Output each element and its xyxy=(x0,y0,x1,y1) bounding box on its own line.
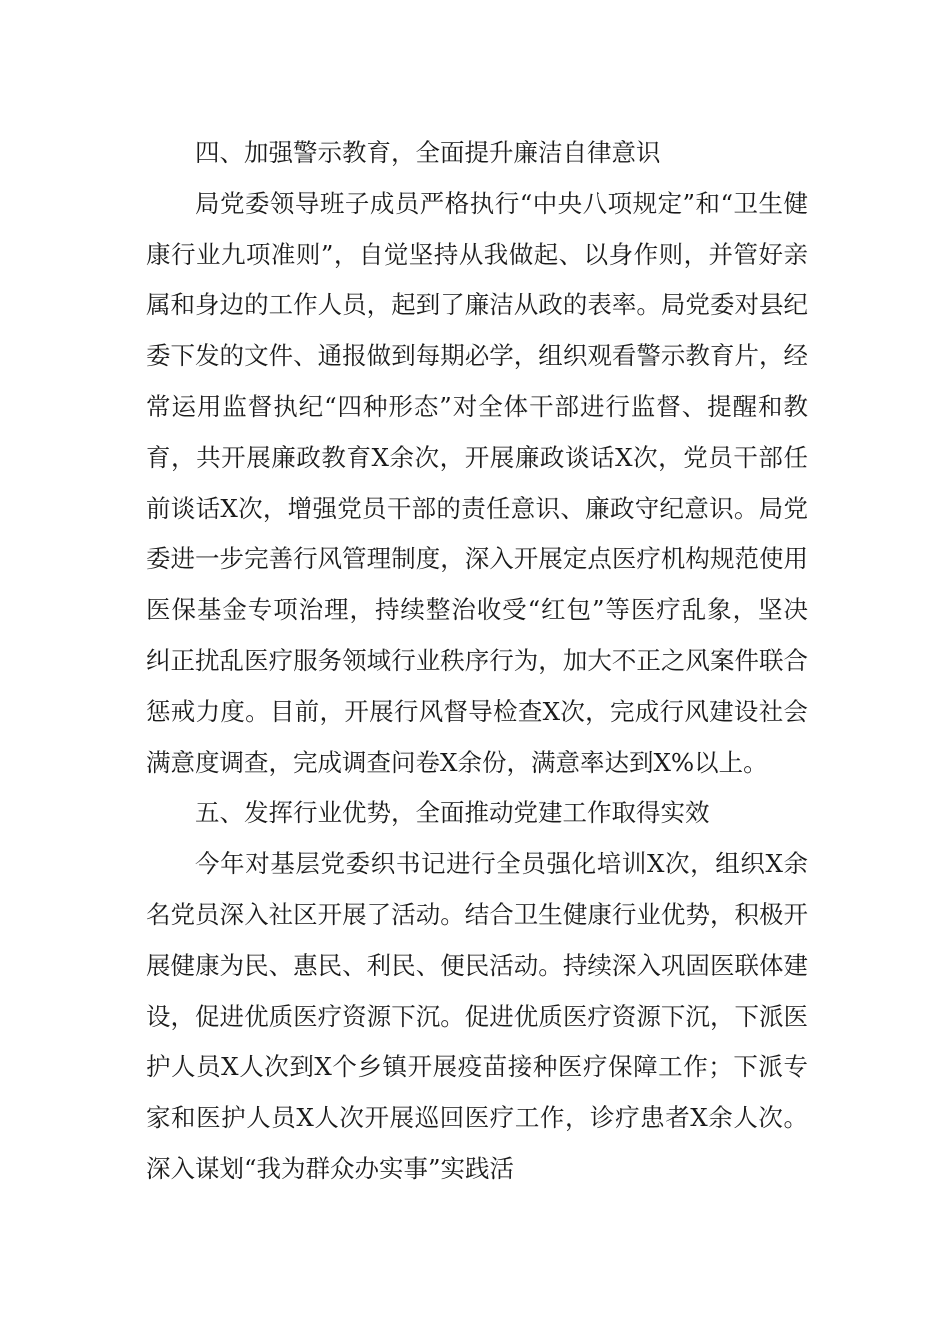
body-paragraph: 局党委领导班子成员严格执行“中央八项规定”和“卫生健康行业九项准则”，自觉坚持从我做起、以身作则，并管好亲属和身边的工作人员，起到了廉洁从政的表率。局党委对县纪委下发的文件、通报做到每期必学，组织观看警示教育片，经常运用监督执纪“四种形态”对全体干部进行监督、提醒和教育，共开展廉政教育X余次，开展廉政谈话X次，党员干部任前谈话X次，增强党员干部的责任意识、廉政守纪意识。局党委进一步完善行风管理制度，深入开展定点医疗机构规范使用医保基金专项治理，持续整治收受“红包”等医疗乱象，坚决纠正扰乱医疗服务领域行业秩序行为，加大不正之风案件联合惩戒力度。目前，开展行风督导检查X次，完成行风建设社会满意度调查，完成调查问卷X余份，满意率达到X%以上。 xyxy=(146,188,808,777)
section-heading-4: 四、加强警示教育，全面提升廉洁自律意识 xyxy=(195,138,661,167)
body-paragraph: 今年对基层党委织书记进行全员强化培训X次，组织X余名党员深入社区开展了活动。结合卫生健康行业优势，积极开展健康为民、惠民、利民、便民活动。持续深入巩固医联体建设，促进优质医疗资源下沉。促进优质医疗资源下沉，下派医护人员X人次到X个乡镇开展疫苗接种医疗保障工作；下派专家和医护人员X人次开展巡回医疗工作，诊疗患者X余人次。深入谋划“我为群众办实事”实践活 xyxy=(146,849,808,1183)
document-body xyxy=(146,128,808,1195)
section-heading-5: 五、发挥行业优势，全面推动党建工作取得实效 xyxy=(195,798,710,828)
